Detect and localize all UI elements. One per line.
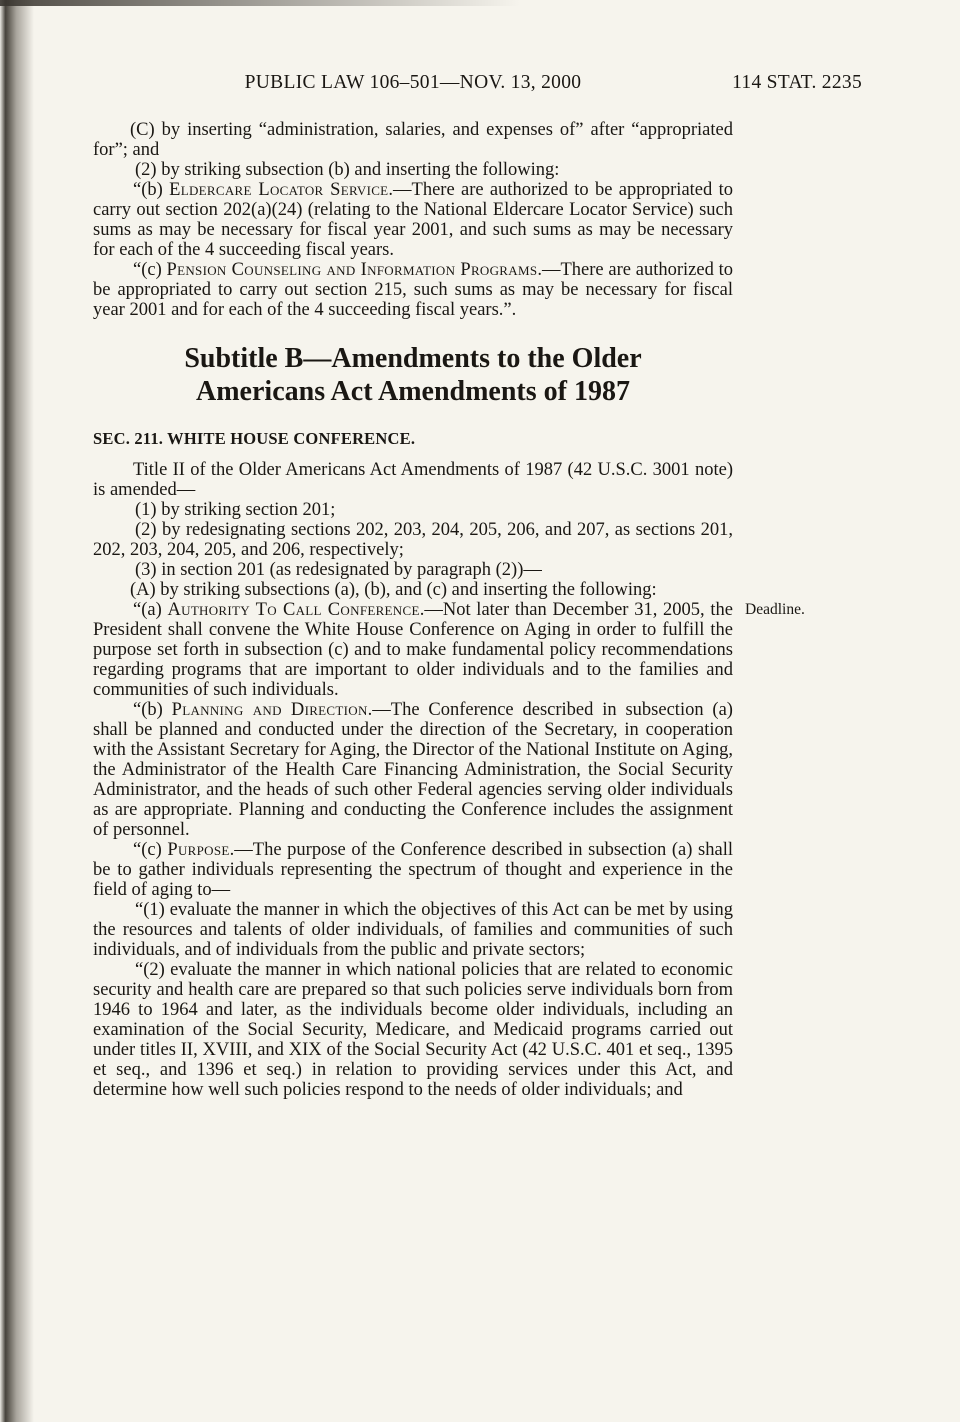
subsec-b2-heading: Planning and Direction: [171, 700, 368, 720]
subsec-b2-text: .—The Conference described in subsection (a) shall be planned and conducted under the direction of the Secretary, in cooperation with the Assistant Secretary for Aging, the Director of the National Institute on Aging, the Administrator of the Health Care Financing Administration, the Social Security Administrator, and the heads of such other Federal agencies serving older individuals as are appropriate. Planning and conducting the Conference includes the assignment of personnel.: [93, 700, 733, 840]
subsec-a-authority: [93, 600, 733, 700]
subsec-b2-label: “(b): [133, 700, 172, 720]
scan-edge-left: [0, 0, 34, 1422]
amend-item-1: (1) by striking section 201;: [135, 500, 336, 520]
amend-item-2: (2) by redesignating sections 202, 203, 204, 205, 206, and 207, as sections 201, 202, 203, 204, 205, and 206, respectively;: [93, 520, 733, 560]
subsec-c-label: “(c): [133, 260, 167, 280]
subsec-c-purpose: [93, 840, 733, 900]
subsec-b-label: “(b): [133, 180, 170, 200]
amend-item-3: (3) in section 201 (as redesignated by paragraph (2))—: [135, 560, 542, 580]
subsec-a-label: “(a): [133, 600, 168, 620]
subsec-b-eldercare: [93, 180, 733, 260]
subsec-c-pension: [93, 260, 733, 320]
item-2-striking: (2) by striking subsection (b) and inserting the following:: [135, 160, 560, 180]
purpose-para-2: “(2) evaluate the manner in which national policies that are related to economic security and health care are prepared so that such policies serve individuals born from 1946 to 1964 and later, as the individuals become older individuals, including an examination of the Social Security, Medicare, and Medicaid programs carried out under titles II, XVIII, and XIX of the Social Security Act (42 U.S.C. 401 et seq., 1395 et seq., and 1396 et seq.) in relation to providing services under this Act, and determine how well such policies respond to the needs of older individuals; and: [93, 960, 733, 1100]
section-211-heading: SEC. 211. WHITE HOUSE CONFERENCE.: [93, 429, 416, 448]
subsec-c2-text: .—The purpose of the Conference described in subsection (a) shall be to gather individuals representing the spectrum of thought and experience in the field of aging to—: [93, 840, 733, 900]
statute-text-column: [93, 120, 805, 1100]
purpose-para-1: “(1) evaluate the manner in which the objectives of this Act can be met by using the resources and talents of older individuals, of families and communities of such individuals, and of individuals from the public and private sectors;: [93, 900, 733, 960]
subsec-b-heading: Eldercare Locator Service: [169, 180, 389, 200]
subsec-c-text: .—There are authorized to be appropriated to carry out section 215, such sums as may be necessary for fiscal year 2001 and for each of the 4 succeeding fiscal years.”.: [93, 260, 733, 320]
running-header: [93, 72, 862, 100]
margin-note-deadline: Deadline.: [745, 601, 805, 618]
subsec-b-planning: [93, 700, 733, 840]
subsec-c-heading: Pension Counseling and Information Programs: [166, 260, 538, 280]
subsec-b-text: .—There are authorized to be appropriated to carry out section 202(a)(24) (relating to the National Eldercare Locator Service) such sums as may be necessary for fiscal year 2001, and such sums as may be necessary for each of the 4 succeeding fiscal years.: [93, 180, 733, 260]
subsec-a-text: .—Not later than December 31, 2005, the President shall convene the White House Conference on Aging in order to fulfill the purpose set forth in subsection (c) and to make fundamental policy recommendations regarding programs that are important to older individuals and to the families and communities of such individuals.: [93, 600, 733, 700]
law-citation: PUBLIC LAW 106–501—NOV. 13, 2000: [244, 72, 582, 93]
section-intro: Title II of the Older Americans Act Amendments of 1987 (42 U.S.C. 3001 note) is amended—: [93, 460, 733, 500]
subsec-c2-heading: Purpose: [167, 840, 230, 860]
clause-C: (C) by inserting “administration, salaries, and expenses of” after “appropriated for”; and: [93, 120, 733, 160]
stat-page-number: 114 STAT. 2235: [732, 72, 862, 93]
subsec-a-heading: Authority To Call Conference: [167, 600, 420, 620]
subsec-c2-label: “(c): [133, 840, 168, 860]
subtitle-line-1: Subtitle B—Amendments to the Older: [184, 343, 642, 374]
scan-edge-top: [0, 0, 520, 6]
subtitle-line-2: Americans Act Amendments of 1987: [196, 376, 630, 407]
amend-item-3A: (A) by striking subsections (a), (b), and (c) and inserting the following:: [130, 580, 657, 600]
subtitle-b-heading: [93, 342, 733, 408]
subsec-a-authority-block: [93, 600, 805, 700]
